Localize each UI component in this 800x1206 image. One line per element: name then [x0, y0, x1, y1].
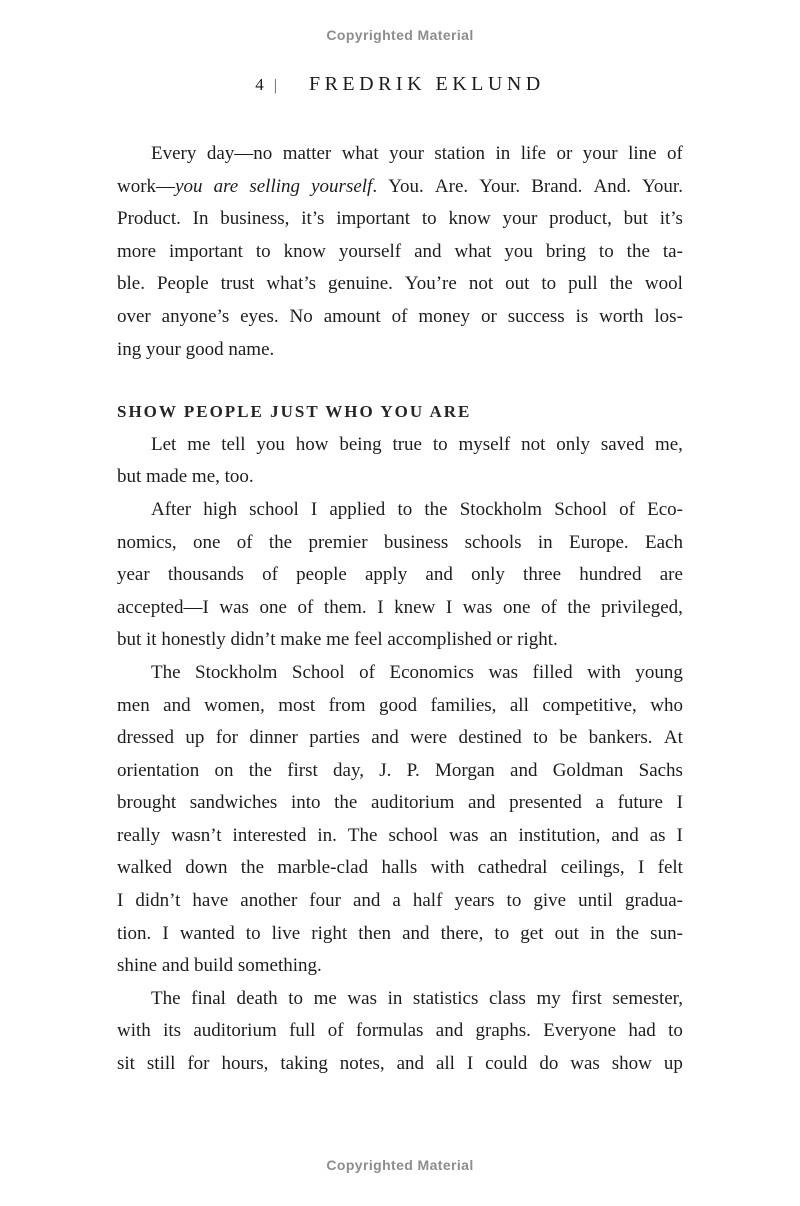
text-line: accepted—I was one of them. I knew I was one of the privileged, — [117, 596, 683, 618]
text-line: After high school I applied to the Stockholm School of Eco- — [151, 498, 683, 520]
header-separator: | — [273, 77, 277, 94]
section-heading: SHOW PEOPLE JUST WHO YOU ARE — [117, 402, 472, 422]
text-line: The final death to me was in statistics class my first semester, — [151, 987, 683, 1009]
text-line: dressed up for dinner parties and were destined to be bankers. At — [117, 727, 683, 749]
text-line: more important to know yourself and what you bring to the ta- — [117, 240, 683, 262]
copyright-notice-bottom: Copyrighted Material — [326, 1157, 474, 1173]
text-line: Let me tell you how being true to myself not only saved me, — [151, 433, 683, 455]
text-line: The Stockholm School of Economics was filled with young — [151, 661, 683, 683]
text-line: really wasn’t interested in. The school was an institution, and as I — [117, 824, 683, 846]
text-line: but it honestly didn’t make me feel accomplished or right. — [117, 629, 558, 651]
text-line: over anyone’s eyes. No amount of money or success is worth los- — [117, 305, 683, 327]
body-text — [117, 138, 683, 1081]
text-line: brought sandwiches into the auditorium and presented a future I — [117, 792, 683, 814]
running-header — [0, 73, 800, 96]
text-line: men and women, most from good families, all competitive, who — [117, 694, 683, 716]
page-number: 4 — [255, 75, 265, 94]
text-line: but made me, too. — [117, 466, 254, 488]
text-line: orientation on the first day, J. P. Morgan and Goldman Sachs — [117, 759, 683, 781]
text-line: Product. In business, it’s important to know your product, but it’s — [117, 208, 683, 230]
text-line: shine and build something. — [117, 955, 322, 977]
copyright-notice-top: Copyrighted Material — [326, 27, 474, 43]
text-line: work—you are selling yourself. You. Are. Your. Brand. And. Your. — [117, 175, 683, 197]
text-line: nomics, one of the premier business schools in Europe. Each — [117, 531, 683, 553]
text-line: year thousands of people apply and only three hundred are — [117, 564, 683, 586]
text-line: I didn’t have another four and a half years to give until gradua- — [117, 890, 683, 912]
text-line: tion. I wanted to live right then and there, to get out in the sun- — [117, 922, 683, 944]
author-name: FREDRIK EKLUND — [308, 73, 545, 95]
text-line: sit still for hours, taking notes, and all I could do was show up — [117, 1053, 683, 1075]
text-line: ing your good name. — [117, 338, 275, 360]
text-line: Every day—no matter what your station in life or your line of — [151, 143, 683, 164]
text-line: ble. People trust what’s genuine. You’re not out to pull the wool — [117, 273, 683, 295]
text-line: with its auditorium full of formulas and graphs. Everyone had to — [117, 1020, 683, 1042]
text-line: walked down the marble-clad halls with cathedral ceilings, I felt — [117, 857, 683, 879]
